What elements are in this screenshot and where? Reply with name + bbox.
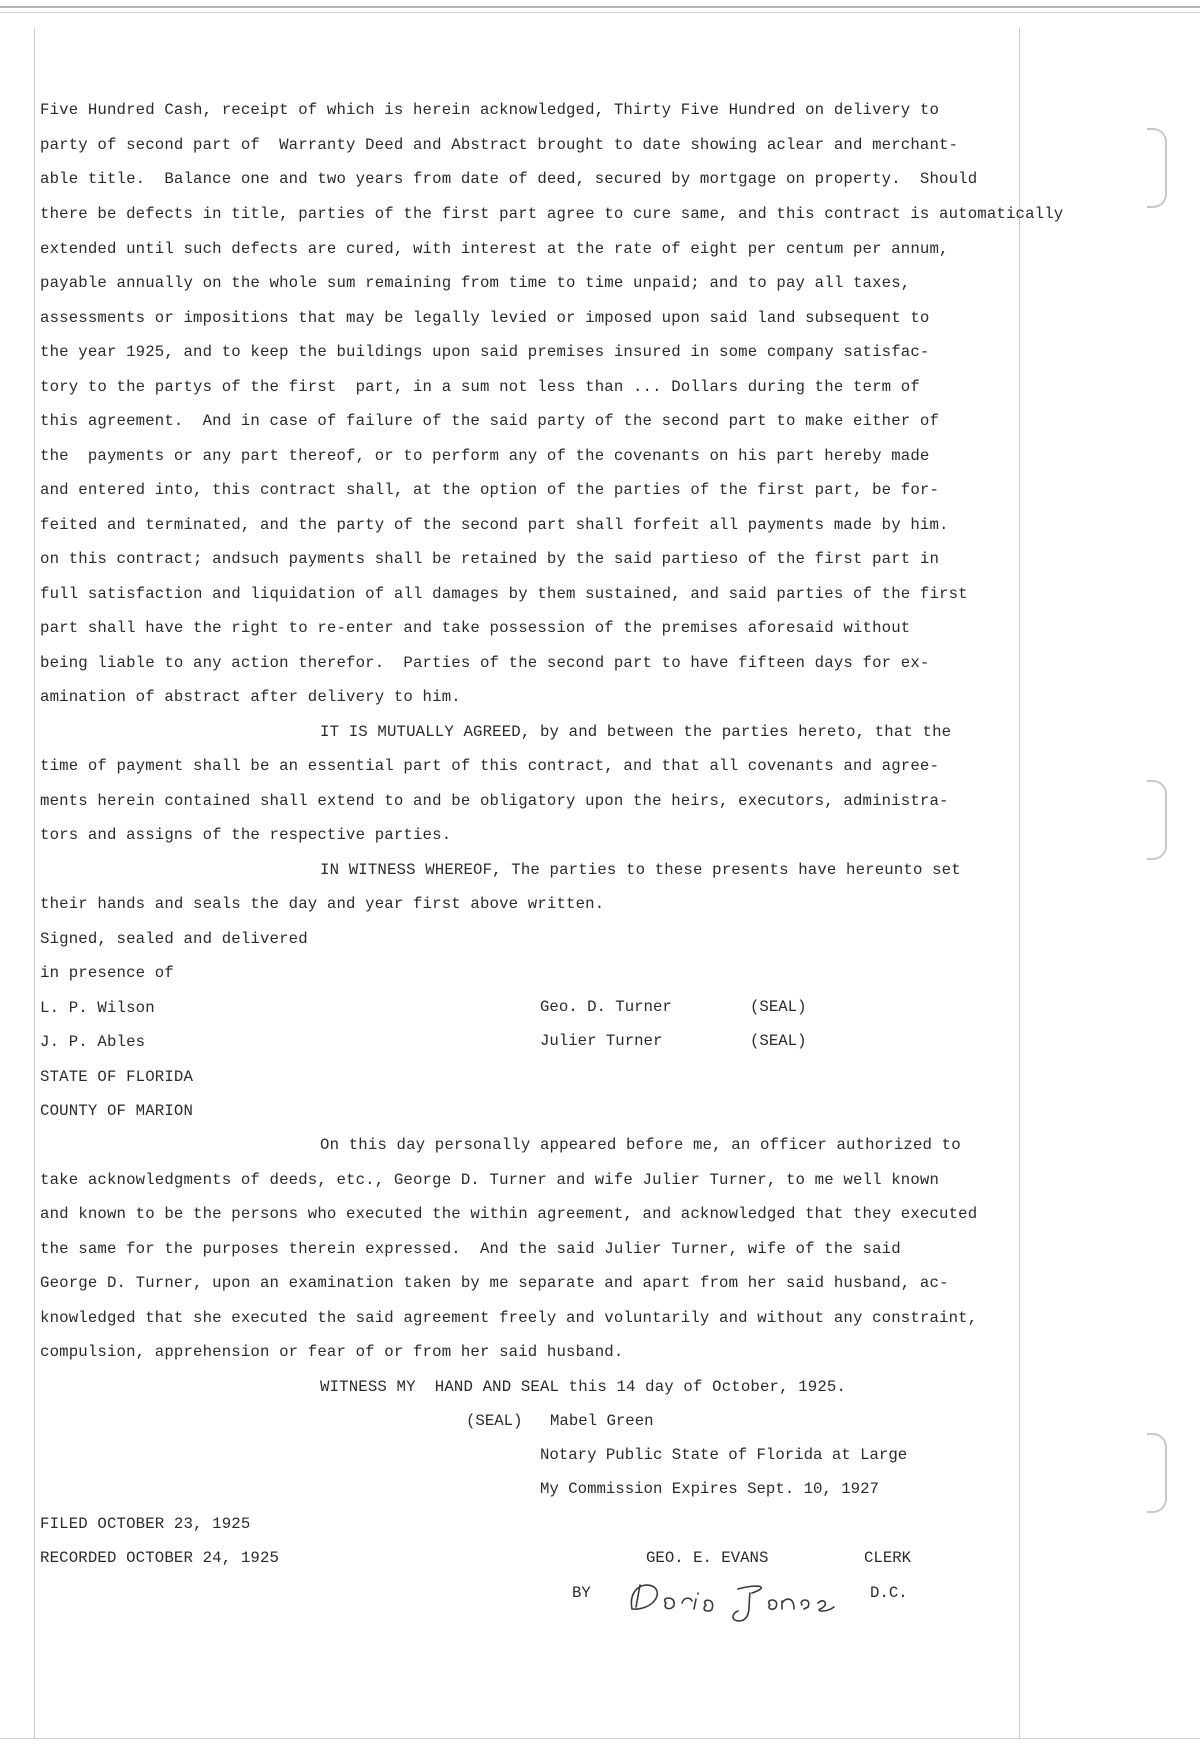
filed-date: FILED OCTOBER 23, 1925	[40, 1515, 251, 1533]
top-border	[0, 6, 1200, 13]
notary-title: Notary Public State of Florida at Large	[540, 1446, 908, 1464]
agreed-line: IT IS MUTUALLY AGREED, by and between the parties hereto, that the	[320, 723, 952, 741]
witness-line: in presence of	[40, 964, 174, 982]
right-margin-rule	[1019, 28, 1020, 1738]
body-line: feited and terminated, and the party of the second part shall forfeit all payments made by him.	[40, 516, 949, 534]
ack-line: On this day personally appeared before me, an officer authorized to	[320, 1136, 961, 1154]
agreed-line: time of payment shall be an essential part of this contract, and that all covenants and agree-	[40, 757, 940, 775]
binder-ring-icon	[1147, 128, 1167, 208]
ack-line: take acknowledgments of deeds, etc., George D. Turner and wife Julier Turner, to me well known	[40, 1171, 940, 1189]
venue-county: COUNTY OF MARION	[40, 1102, 194, 1120]
notary-name: Mabel Green	[550, 1412, 654, 1430]
party-name: Julier Turner	[540, 1032, 663, 1050]
witness-line: Signed, sealed and delivered	[40, 930, 308, 948]
venue-state: STATE OF FLORIDA	[40, 1068, 194, 1086]
binder-ring-icon	[1147, 780, 1167, 860]
body-line: this agreement. And in case of failure of the said party of the second part to make either of	[40, 412, 940, 430]
party-name: Geo. D. Turner	[540, 998, 672, 1016]
ack-line: compulsion, apprehension or fear of or from her said husband.	[40, 1343, 624, 1361]
seal-label: (SEAL)	[750, 998, 807, 1016]
body-line: Five Hundred Cash, receipt of which is herein acknowledged, Thirty Five Hundred on delivery to	[40, 101, 940, 119]
body-line: payable annually on the whole sum remaining from time to time unpaid; and to pay all taxes,	[40, 274, 911, 292]
recorded-date: RECORDED OCTOBER 24, 1925	[40, 1549, 280, 1567]
by-label: BY	[572, 1584, 591, 1602]
body-line: part shall have the right to re-enter and take possession of the premises aforesaid without	[40, 619, 911, 637]
deputy-signature-icon	[620, 1575, 860, 1625]
binder-ring-icon	[1147, 1433, 1167, 1513]
body-line: able title. Balance one and two years from date of deed, secured by mortgage on property. Should	[40, 170, 978, 188]
seal-label: (SEAL)	[750, 1032, 807, 1050]
bottom-border	[0, 1738, 1200, 1739]
left-margin-rule	[34, 28, 35, 1738]
deputy-title: D.C.	[870, 1584, 908, 1602]
witness-line: their hands and seals the day and year first above written.	[40, 895, 605, 913]
body-line: the year 1925, and to keep the buildings upon said premises insured in some company satisfac-	[40, 343, 930, 361]
agreed-line: tors and assigns of the respective parties.	[40, 826, 452, 844]
notary-commission: My Commission Expires Sept. 10, 1927	[540, 1480, 879, 1498]
body-line: party of second part of Warranty Deed and Abstract brought to date showing aclear and merchant-	[40, 136, 959, 154]
witness-name: L. P. Wilson	[40, 999, 155, 1017]
clerk-title: CLERK	[864, 1549, 912, 1567]
body-line: tory to the partys of the first part, in a sum not less than ... Dollars during the term of	[40, 378, 920, 396]
notary-seal: (SEAL)	[466, 1412, 523, 1430]
ack-line: George D. Turner, upon an examination taken by me separate and apart from her said husband, ac-	[40, 1274, 949, 1292]
clerk-name: GEO. E. EVANS	[646, 1549, 769, 1567]
body-line: there be defects in title, parties of the first part agree to cure same, and this contract is automatically	[40, 205, 1064, 223]
ack-line: knowledged that she executed the said agreement freely and voluntarily and without any constraint,	[40, 1309, 978, 1327]
notary-witness-line: WITNESS MY HAND AND SEAL this 14 day of October, 1925.	[320, 1378, 847, 1396]
body-line: being liable to any action therefor. Parties of the second part to have fifteen days for ex-	[40, 654, 930, 672]
witness-line: IN WITNESS WHEREOF, The parties to these presents have hereunto set	[320, 861, 961, 879]
body-line: extended until such defects are cured, with interest at the rate of eight per centum per annum,	[40, 240, 949, 258]
body-line: assessments or impositions that may be legally levied or imposed upon said land subsequent to	[40, 309, 930, 327]
body-line: the payments or any part thereof, or to perform any of the covenants on his part hereby made	[40, 447, 930, 465]
body-line: full satisfaction and liquidation of all damages by them sustained, and said parties of the first	[40, 585, 968, 603]
ack-line: and known to be the persons who executed the within agreement, and acknowledged that they executed	[40, 1205, 978, 1223]
body-line: on this contract; andsuch payments shall be retained by the said partieso of the first part in	[40, 550, 940, 568]
witness-name: J. P. Ables	[40, 1033, 146, 1051]
body-line: amination of abstract after delivery to him.	[40, 688, 461, 706]
agreed-line: ments herein contained shall extend to and be obligatory upon the heirs, executors, administra-	[40, 792, 949, 810]
ack-line: the same for the purposes therein expressed. And the said Julier Turner, wife of the said	[40, 1240, 901, 1258]
body-line: and entered into, this contract shall, at the option of the parties of the first part, be for-	[40, 481, 940, 499]
